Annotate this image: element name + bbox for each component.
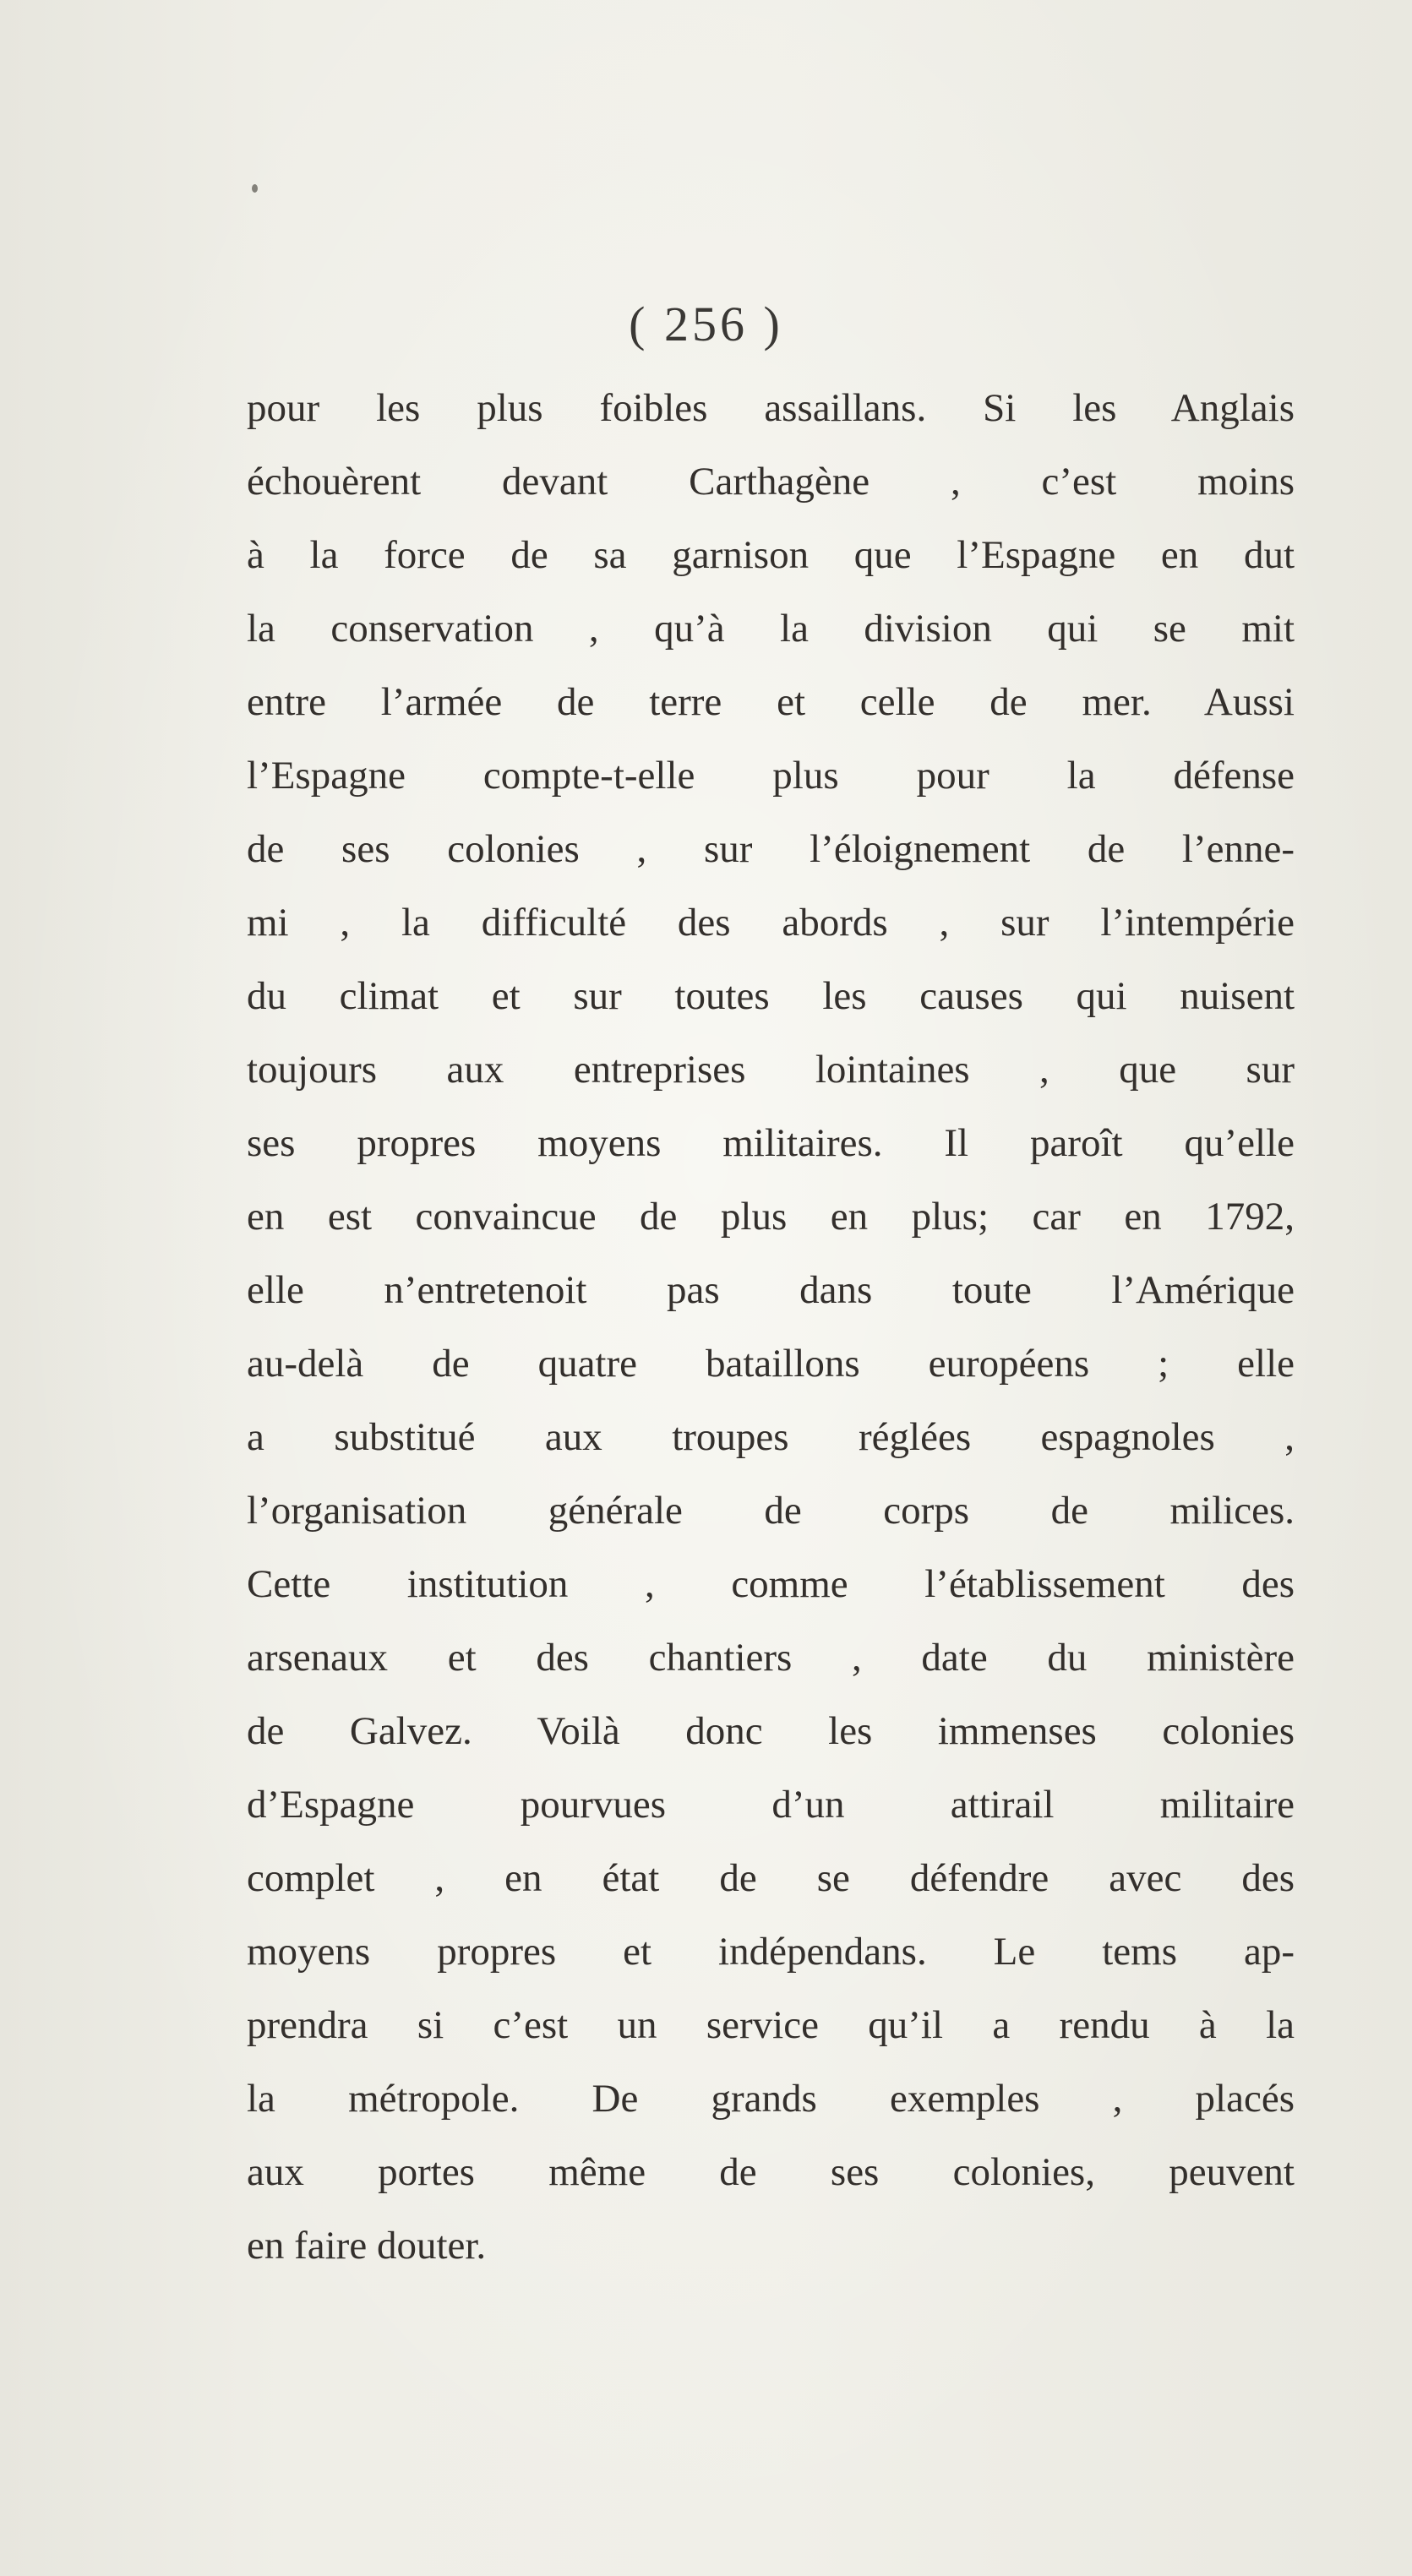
text-line: arsenaux et des chantiers , date du ministère [247, 1636, 1295, 1680]
text-line: la conservation , qu’à la division qui se mit [247, 607, 1295, 651]
text-line: a substitué aux troupes réglées espagnoles , [247, 1415, 1295, 1459]
text-line: toujours aux entreprises lointaines , que sur [247, 1048, 1295, 1092]
text-line: échouèrent devant Carthagène , c’est moins [247, 460, 1295, 504]
text-line: d’Espagne pourvues d’un attirail militaire [247, 1783, 1295, 1827]
text-line: prendra si c’est un service qu’il a rendu à la [247, 2003, 1295, 2047]
page-number-header: ( 256 ) [629, 297, 783, 351]
text-line: pour les plus foibles assaillans. Si les Anglais [247, 386, 1295, 430]
text-line: entre l’armée de terre et celle de mer. Aussi [247, 680, 1295, 724]
text-line: de Galvez. Voilà donc les immenses colonies [247, 1709, 1295, 1753]
text-line: en faire douter. [247, 2224, 487, 2268]
text-line: la métropole. De grands exemples , placés [247, 2077, 1295, 2121]
text-line: elle n’entretenoit pas dans toute l’Amérique [247, 1268, 1295, 1312]
text-line: ses propres moyens militaires. Il paroît qu’elle [247, 1121, 1295, 1165]
text-line: Cette institution , comme l’établissement des [247, 1562, 1295, 1606]
text-line: moyens propres et indépendans. Le tems ap- [247, 1930, 1295, 1974]
text-line: du climat et sur toutes les causes qui nuisent [247, 974, 1295, 1018]
text-line: l’organisation générale de corps de milices. [247, 1489, 1295, 1533]
text-line: en est convaincue de plus en plus; car en 1792, [247, 1195, 1295, 1239]
body-text [247, 372, 1295, 2283]
text-line: aux portes même de ses colonies, peuvent [247, 2150, 1295, 2194]
text-line: mi , la difficulté des abords , sur l’intempérie [247, 901, 1295, 945]
text-line: complet , en état de se défendre avec des [247, 1856, 1295, 1900]
text-line: de ses colonies , sur l’éloignement de l’enne- [247, 827, 1295, 871]
text-line: l’Espagne compte-t-elle plus pour la défense [247, 754, 1295, 798]
ink-speck [252, 184, 258, 193]
text-line: au-delà de quatre bataillons européens ; elle [247, 1342, 1295, 1386]
text-line: à la force de sa garnison que l’Espagne en dut [247, 533, 1295, 577]
